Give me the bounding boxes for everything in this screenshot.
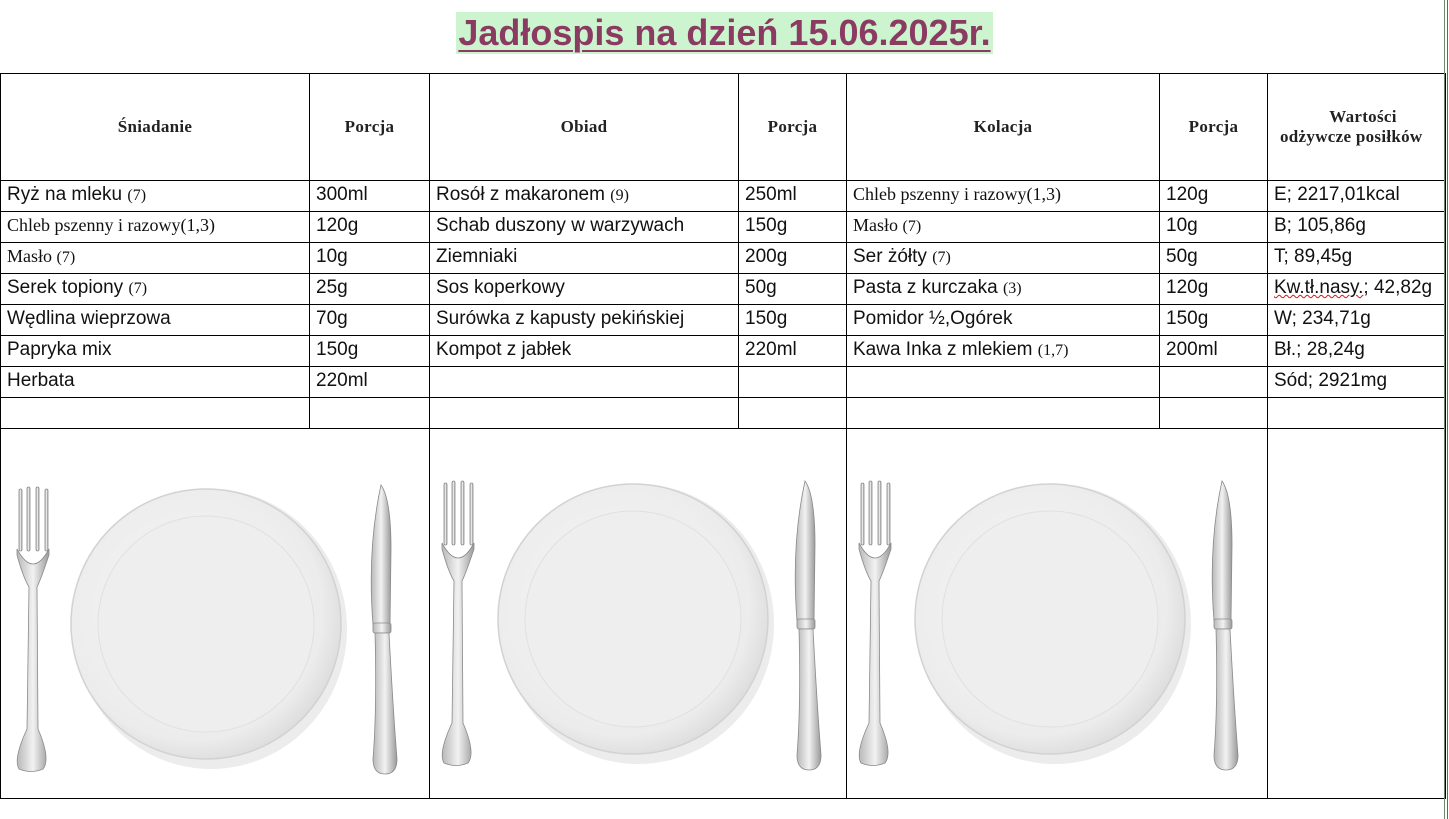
nutrition-value: W; 234,71g (1268, 305, 1446, 336)
page-title: Jadłospis na dzień 15.06.2025r. (458, 12, 991, 53)
breakfast-item: Herbata (1, 367, 310, 398)
empty-cell (1160, 398, 1268, 429)
dinner-item: Chleb pszenny i razowy(1,3) (847, 181, 1160, 212)
dinner-item: Pomidor ½,Ogórek (847, 305, 1160, 336)
table-row (1, 305, 1446, 336)
table-row (1, 336, 1446, 367)
lunch-item (430, 367, 739, 398)
lunch-item: Schab duszony w warzywach (430, 212, 739, 243)
header-nutrition-line2: odżywcze posiłków (1280, 127, 1423, 146)
empty-cell (310, 398, 430, 429)
header-row (1, 74, 1446, 181)
empty-cell (430, 398, 739, 429)
breakfast-item: Wędlina wieprzowa (1, 305, 310, 336)
dinner-portion: 120g (1160, 274, 1268, 305)
dinner-portion (1160, 367, 1268, 398)
header-portion-lunch: Porcja (739, 74, 847, 181)
header-portion-dinner: Porcja (1160, 74, 1268, 181)
breakfast-item: Papryka mix (1, 336, 310, 367)
breakfast-item: Serek topiony (7) (1, 274, 310, 305)
breakfast-portion: 25g (310, 274, 430, 305)
plate-fork-knife-icon (847, 429, 1268, 798)
plates-row (1, 429, 1446, 799)
dinner-portion: 200ml (1160, 336, 1268, 367)
dinner-plate-image (847, 429, 1268, 799)
breakfast-portion: 70g (310, 305, 430, 336)
empty-cell (739, 398, 847, 429)
lunch-item: Surówka z kapusty pekińskiej (430, 305, 739, 336)
title-wrap (0, 12, 1449, 54)
header-breakfast: Śniadanie (1, 74, 310, 181)
breakfast-item: Chleb pszenny i razowy(1,3) (1, 212, 310, 243)
nutrition-value: T; 89,45g (1268, 243, 1446, 274)
dinner-item (847, 367, 1160, 398)
empty-cell (1268, 398, 1446, 429)
nutrition-value: Kw.tł.nasy.; 42,82g (1268, 274, 1446, 305)
dinner-portion: 150g (1160, 305, 1268, 336)
breakfast-portion: 10g (310, 243, 430, 274)
lunch-portion: 150g (739, 305, 847, 336)
table-row (1, 243, 1446, 274)
dinner-portion: 10g (1160, 212, 1268, 243)
table-row (1, 181, 1446, 212)
nutrition-value: Bł.; 28,24g (1268, 336, 1446, 367)
header-portion-breakfast: Porcja (310, 74, 430, 181)
lunch-item: Sos koperkowy (430, 274, 739, 305)
table-row (1, 367, 1446, 398)
lunch-item: Rosół z makaronem (9) (430, 181, 739, 212)
plate-fork-knife-icon (1, 429, 430, 798)
breakfast-portion: 150g (310, 336, 430, 367)
lunch-portion (739, 367, 847, 398)
header-nutrition-line1: Wartości (1329, 107, 1397, 126)
page-edge-line (1447, 0, 1448, 819)
spellcheck-underlined-text: Kw.tł.nasy. (1274, 277, 1364, 298)
nutrition-value: B; 105,86g (1268, 212, 1446, 243)
dinner-item: Kawa Inka z mlekiem (1,7) (847, 336, 1160, 367)
dinner-item: Pasta z kurczaka (3) (847, 274, 1160, 305)
header-dinner: Kolacja (847, 74, 1160, 181)
breakfast-item: Masło (7) (1, 243, 310, 274)
dinner-portion: 50g (1160, 243, 1268, 274)
lunch-portion: 200g (739, 243, 847, 274)
table-row (1, 212, 1446, 243)
breakfast-plate-image (1, 429, 430, 799)
breakfast-item: Ryż na mleku (7) (1, 181, 310, 212)
plate-fork-knife-icon (430, 429, 847, 798)
page-edge-line (1444, 0, 1445, 819)
menu-table (0, 73, 1446, 799)
dinner-item: Ser żółty (7) (847, 243, 1160, 274)
lunch-item: Kompot z jabłek (430, 336, 739, 367)
lunch-portion: 220ml (739, 336, 847, 367)
breakfast-portion: 300ml (310, 181, 430, 212)
breakfast-portion: 120g (310, 212, 430, 243)
lunch-portion: 150g (739, 212, 847, 243)
nutrition-value: Sód; 2921mg (1268, 367, 1446, 398)
nutrition-image-empty (1268, 429, 1446, 799)
breakfast-portion: 220ml (310, 367, 430, 398)
nutrition-value: E; 2217,01kcal (1268, 181, 1446, 212)
table-row-empty (1, 398, 1446, 429)
empty-cell (1, 398, 310, 429)
empty-cell (847, 398, 1160, 429)
dinner-portion: 120g (1160, 181, 1268, 212)
header-nutrition (1268, 74, 1446, 181)
lunch-portion: 50g (739, 274, 847, 305)
dinner-item: Masło (7) (847, 212, 1160, 243)
lunch-portion: 250ml (739, 181, 847, 212)
lunch-plate-image (430, 429, 847, 799)
lunch-item: Ziemniaki (430, 243, 739, 274)
header-lunch: Obiad (430, 74, 739, 181)
table-row (1, 274, 1446, 305)
